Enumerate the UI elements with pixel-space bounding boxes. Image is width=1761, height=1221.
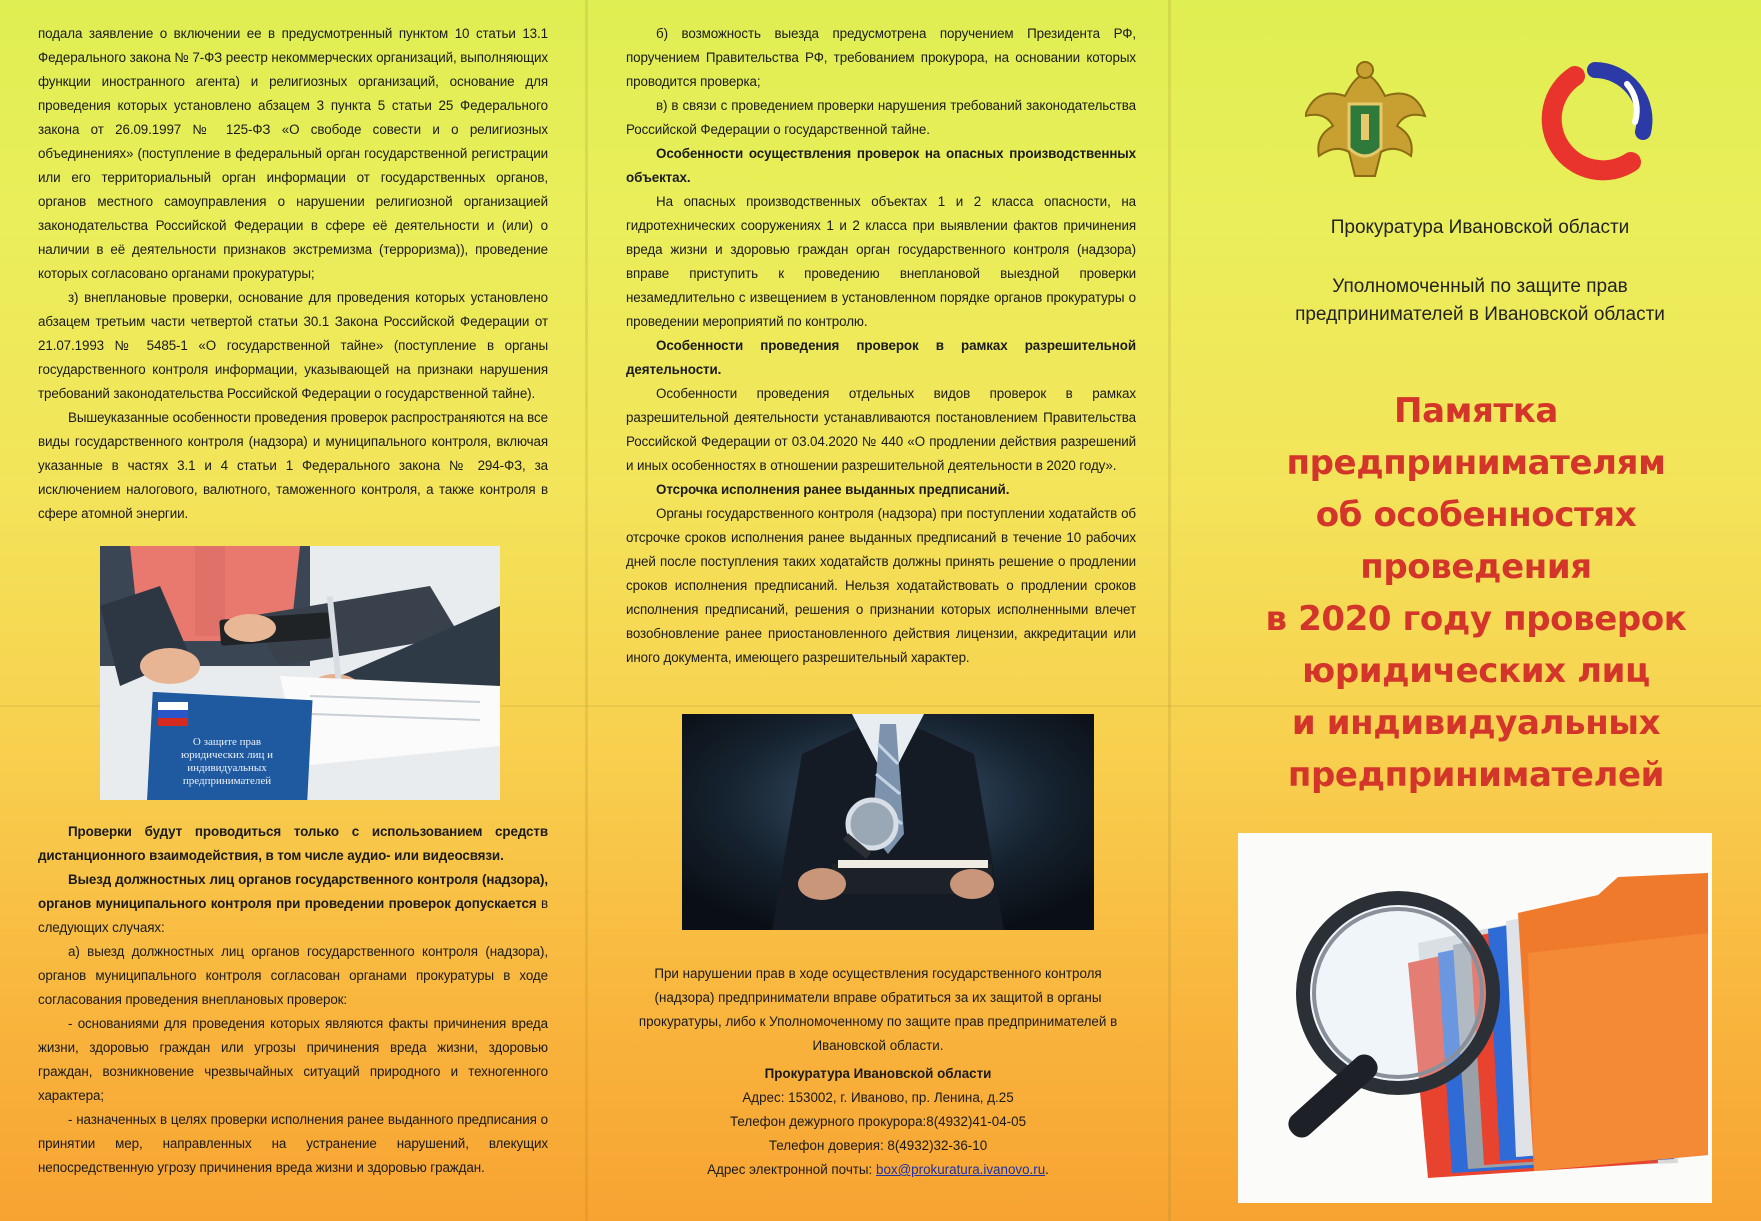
left-panel <box>0 0 585 1221</box>
paragraph: б) возможность выезда предусмотрена поручением Президента РФ, поручением Правительства РФ, требованием прокурора, на основании которых проводится проверка; <box>626 26 1136 89</box>
paragraph: Особенности проведения отдельных видов проверок в рамках разрешительной деятельности устанавливаются постановлением Правительства Российской Федерации от 03.04.2020 № 440 «О продлении действия разрешений и иных особенностях в отношении разрешительной деятельности в 2020 году». <box>626 386 1136 473</box>
email-link[interactable]: box@prokuratura.ivanovo.ru <box>876 1162 1046 1177</box>
middle-panel <box>588 0 1168 1221</box>
paragraph: а) выезд должностных лиц органов государственного контроля (надзора), органов муниципального контроля согласован органами прокуратуры в ходе согласования проведения внеплановых проверок: <box>38 944 548 1007</box>
paragraph: Органы государственного контроля (надзора) при поступлении ходатайств об отсрочке сроков исполнения ранее выданных предписаний в течение 10 рабочих дней после поступления таких ходатайств должны принять решение о продлении сроков исполнения предписаний. Нельзя ходатайствовать о продлении сроков исполнения предписаний, решения о признании которых исполненными влечет возобновление ранее приостановленного действия лицензии, аккредитации или иного документа, имеющего разрешительный характер. <box>626 506 1136 665</box>
emblems-row <box>1305 56 1665 196</box>
section-heading: Особенности проведения проверок в рамках разрешительной деятельности. <box>626 338 1136 377</box>
paragraph: подала заявление о включении ее в предусмотренный пунктом 10 статьи 13.1 Федерального закона № 7-ФЗ реестр некоммерческих организаций, выполняющих функции иностранного агента) и религиозных организаций, основание для проведения которых установлено абзацем 3 пункта 5 статьи 25 Федерального закона от 26.09.1997 № 125-ФЗ «О свободе совести и о религиозных объединениях» (поступление в федеральный орган государственной регистрации или его территориальный орган информации от государственных органов, органов местного самоуправления о нарушении религиозной организацией законодательства Российской Федерации в сфере её деятельности и (или) о наличии в её деятельности признаков экстремизма (терроризма)), проведение которых согласовано органами прокуратуры; <box>38 26 548 281</box>
visit-conditions-intro: Выезд должностных лиц органов государственного контроля (надзора), органов муниципального контроля при проведении проверок допускается в следующих случаях: <box>38 872 548 935</box>
paragraph: в) в связи с проведением проверки нарушения требований законодательства Российской Федерации о государственной тайне. <box>626 98 1136 137</box>
section-heading: Особенности осуществления проверок на опасных производственных объектах. <box>626 146 1136 185</box>
contact-intro: При нарушении прав в ходе осуществления государственного контроля (надзора) предприниматели вправе обратиться за их защитой в органы прокуратуры, либо к Уполномоченному по защите прав предпринимателей в Ивановской области. <box>638 966 1118 1053</box>
inspector-illustration <box>682 714 1094 930</box>
middle-panel-text <box>626 22 1136 670</box>
contact-org-name: Прокуратура Ивановской области <box>764 1066 992 1081</box>
paragraph: Вышеуказанные особенности проведения проверок распространяются на все виды государственного контроля (надзора) и муниципального контроля, включая указанные в частях 3.1 и 4 статьи 1 Федерального закона № 294-ФЗ, за исключением налогового, валютного, таможенного контроля, а также контроля в сфере атомной энергии. <box>38 410 548 521</box>
remote-check-notice: Проверки будут проводиться только с использованием средств дистанционного взаимодействия, в том числе аудио- или видеосвязи. <box>38 824 548 863</box>
ombudsman-name: Уполномоченный по защите прав предпринимателей в Ивановской области <box>1295 276 1665 325</box>
contact-phone-duty: Телефон дежурного прокурора:8(4932)41-04-05 <box>729 1114 1027 1129</box>
contact-phone-trust: Телефон доверия: 8(4932)32-36-10 <box>768 1138 988 1153</box>
paragraph: - основаниями для проведения которых являются факты причинения вреда жизни, здоровью граждан или угрозы причинения вреда жизни, здоровью граждан, возникновение чрезвычайных ситуаций природного и техногенного характера; <box>38 1016 548 1103</box>
brochure-title: Памятка предпринимателям об особенностях проведения в 2020 году проверок юридических лиц и индивидуальных предпринимателей <box>1265 391 1687 795</box>
paragraph: На опасных производственных объектах 1 и 2 класса опасности, на гидротехнических сооружениях 1 и 2 класса при выявлении фактов причинения вреда жизни и здоровью граждан орган государственного контроля (надзора) вправе приступить к проведению внеплановой выездной проверки незамедлительно с извещением в установленном порядке органов прокуратуры о проведении мероприятий по контролю. <box>626 194 1136 329</box>
ombudsman-logo-icon <box>1552 70 1645 170</box>
contact-email-line: Адрес электронной почты: box@prokuratura.ivanovo.ru. <box>707 1162 1049 1177</box>
prosecutor-office-name: Прокуратура Ивановской области <box>1330 217 1630 238</box>
left-panel-bottom-text <box>38 820 548 1180</box>
prosecutor-emblem-icon <box>1305 62 1425 176</box>
paragraph: з) внеплановые проверки, основание для проведения которых установлено абзацем третьим части четвертой статьи 30.1 Закона Российской Федерации от 21.07.1993 № 5485-1 «О государственной тайне» (поступление в органы государственного контроля информации, указывающей на признаки нарушения требований законодательства Российской Федерации о государственной тайне). <box>38 290 548 401</box>
business-meeting-photo <box>100 546 500 800</box>
folder-magnifier-illustration <box>1238 833 1712 1203</box>
paragraph: - назначенных в целях проверки исполнения ранее выданного предписания о принятии мер, направленных на устранение нарушений, влекущих непосредственную угрозу причинения вреда жизни и здоровью граждан. <box>38 1112 548 1175</box>
contact-block <box>628 962 1128 1182</box>
contact-address: Адрес: 153002, г. Иваново, пр. Ленина, д.25 <box>742 1090 1014 1105</box>
section-heading: Отсрочка исполнения ранее выданных предписаний. <box>656 482 1010 497</box>
meeting-illustration <box>100 546 500 800</box>
left-panel-top-text <box>38 22 548 526</box>
book-cover-text: О защите прав юридических лиц и индивидуальных предпринимателей <box>180 736 274 787</box>
inspector-magnifier-photo <box>682 714 1094 930</box>
